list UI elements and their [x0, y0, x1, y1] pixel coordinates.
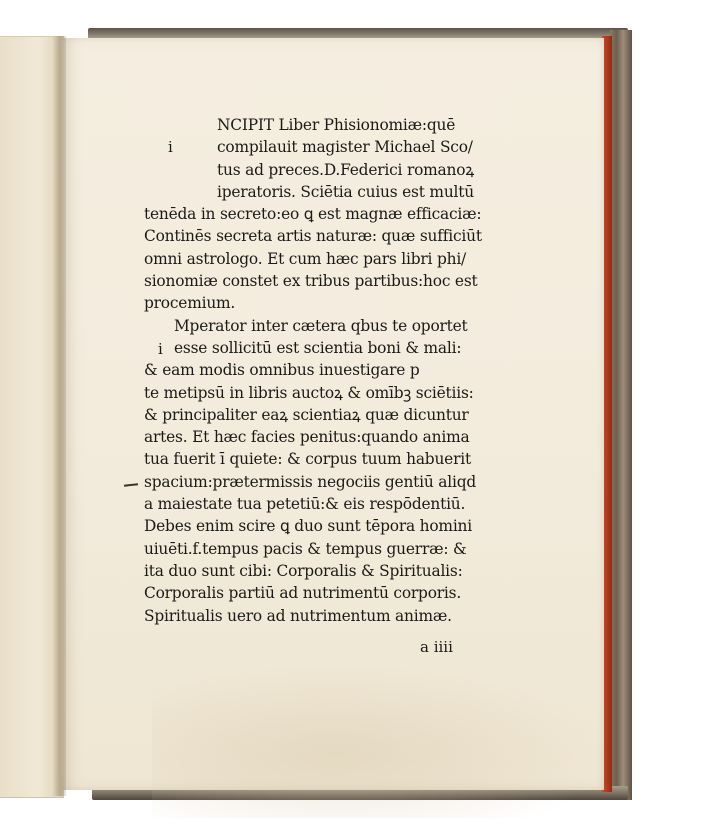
text-line: omni astrologo. Et cum hæc pars libri phi/ [144, 249, 467, 268]
signature-mark: a iiii [420, 638, 453, 656]
text-line: NCIPIT Liber Phisionomiæ:quē [217, 116, 456, 134]
text-line: tua fuerit ī quiete: & corpus tuum habuerit [144, 450, 471, 469]
text-line: Corporalis partiū ad nutrimentū corporis. [144, 584, 462, 603]
text-line: te metipsū in libris auctoꝝ & omībꝫ sciētiis: [144, 383, 474, 402]
page-foxing [152, 658, 612, 818]
guide-letter-incipit: i [168, 138, 173, 156]
text-line: tenēda in secreto:eo ꝗ est magnæ efficaciæ: [144, 205, 482, 224]
text-line: & eam modis omnibus inuestigare p [144, 361, 420, 380]
text-line: Debes enim scire ꝗ duo sunt tēpora homini [144, 517, 472, 536]
text-line: procemium. [144, 294, 236, 313]
text-line: compilauit magister Michael Sco/ [217, 138, 473, 157]
binding-right-edge [610, 30, 632, 800]
text-line: tus ad preces.D.Federici romanoꝝ [217, 160, 475, 179]
text-line: uiuēti.f.tempus pacis & tempus guerræ: & [144, 539, 467, 558]
text-line: Spiritualis uero ad nutrimentum animæ. [144, 606, 452, 625]
text-line: spacium:prætermissis negociis gentiū aliqd [144, 472, 477, 491]
text-line: esse sollicitū est scientia boni & mali: [174, 338, 462, 357]
text-line: a maiestate tua petetiū:& eis respōdentiū. [144, 495, 466, 514]
text-line: Continēs secreta artis naturæ: quæ sufficiūt [144, 227, 482, 246]
text-line: artes. Et hæc facies penitus:quando anima [144, 428, 470, 447]
text-line: sionomiæ constet ex tribus partibus:hoc est [144, 272, 478, 291]
guide-letter-imperator: i [158, 340, 163, 358]
text-line: Mperator inter cætera qbus te oportet [174, 316, 468, 335]
text-line: ita duo sunt cibi: Corporalis & Spiritualis: [144, 561, 463, 580]
text-line: & principaliter eaꝝ scientiaꝝ quæ dicuntur [144, 405, 469, 424]
text-line: iperatoris. Sciētia cuius est multū [217, 182, 474, 201]
incunable-text [144, 114, 484, 627]
book-gutter [52, 36, 66, 796]
